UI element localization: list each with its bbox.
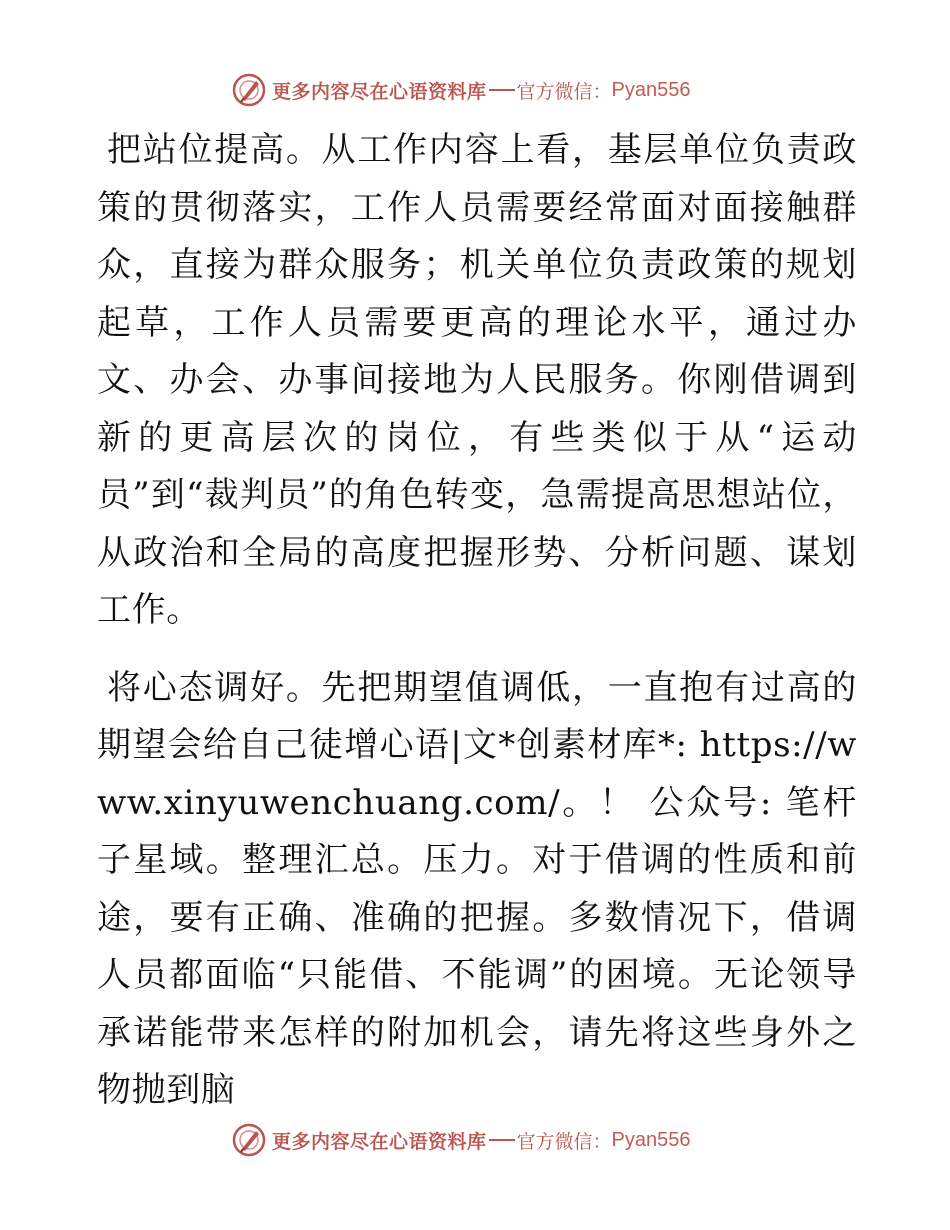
- quill-logo-icon: [232, 1123, 266, 1157]
- document-body: [97, 122, 857, 1120]
- paragraph: 把站位提高。从工作内容上看，基层单位负责政策的贯彻落实，工作人员需要经常面对面接触群众，直接为群众服务；机关单位负责政策的规划起草，工作人员需要更高的理论水平，通过办文、办会、办事间接地为人民服务。你刚借调到新的更高层次的岗位，有些类似于从“运动员”到“裁判员”的角色转变，急需提高思想站位，从政治和全局的高度把握形势、分析问题、谋划工作。: [97, 130, 857, 630]
- banner-contact-id: Pyan556: [611, 78, 691, 101]
- banner-contact-label: 官方微信：: [516, 80, 612, 103]
- banner-slogan: 更多内容尽在心语资料库: [272, 1130, 487, 1153]
- header-banner: [232, 72, 691, 108]
- paragraph: 将心态调好。先把期望值调低，一直抱有过高的期望会给自己徒增心语|文*创素材库*: https://www.xinyuwenchuang.com/。！ 公众号: 笔杆子星域。整理汇总。压力。对于借调的性质和前途，要有正确、准确的把握。多数情况下，借调人员都面临“只能借、不能调”的困境。无论领导承诺能带来怎样的附加机会，请先将这些身外之物抛到脑: [97, 667, 857, 1110]
- banner-slogan: 更多内容尽在心语资料库: [272, 80, 487, 103]
- banner-dash: [489, 1139, 515, 1141]
- banner-dash: [489, 89, 515, 91]
- banner-contact-label: 官方微信：: [516, 1130, 612, 1153]
- footer-banner: [232, 1122, 691, 1158]
- banner-contact-id: Pyan556: [611, 1128, 691, 1151]
- quill-logo-icon: [232, 73, 266, 107]
